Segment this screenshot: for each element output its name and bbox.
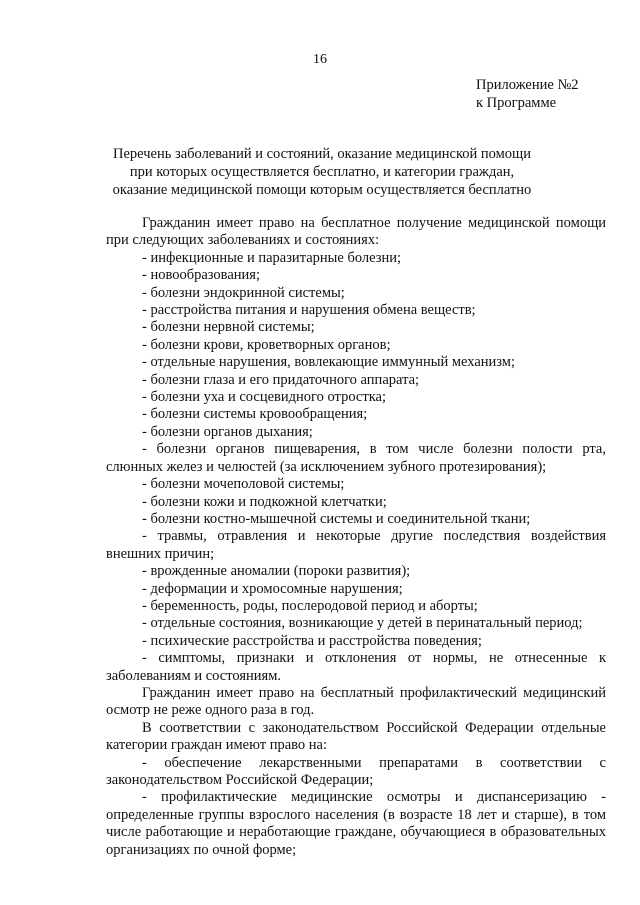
list-item: - болезни крови, кроветворных органов; xyxy=(142,336,391,353)
list-item: - болезни кожи и подкожной клетчатки; xyxy=(142,493,387,510)
list-item: - беременность, роды, послеродовой период и аборты; xyxy=(142,597,478,614)
conditions-list xyxy=(106,250,606,685)
list-item: - профилактические медицинские осмотры и диспансеризацию - определенные группы взрослого населения (в возрасте 18 лет и старше), в том числе работающие и неработающие граждане, обучающиеся в образовательных организациях по очной форме; xyxy=(106,789,606,858)
appendix-label xyxy=(476,76,579,112)
list-item: - психические расстройства и расстройства поведения; xyxy=(142,632,482,649)
appendix-line-2: к Программе xyxy=(476,95,557,111)
document-title: Перечень заболеваний и состояний, оказание медицинской помощи при которых осуществляется бесплатно, и категории граждан, оказание медицинской помощи которым осуществляется бесплатно xyxy=(112,146,532,198)
page-number: 16 xyxy=(313,52,327,67)
list-item: - расстройства питания и нарушения обмена веществ; xyxy=(142,302,476,319)
list-item: - болезни глаза и его придаточного аппарата; xyxy=(142,371,420,388)
list-item: - травмы, отравления и некоторые другие последствия воздействия внешних причин; xyxy=(106,528,606,562)
list-item: - болезни органов пищеварения, в том числе болезни полости рта, слюнных желез и челюстей (за исключением зубного протезирования); xyxy=(106,441,606,475)
list-item: - отдельные состояния, возникающие у детей в перинатальный период; xyxy=(142,615,583,632)
categories-intro-paragraph: В соответствии с законодательством Российской Федерации отдельные категории граждан имеют право на: xyxy=(106,719,606,754)
appendix-line-1: Приложение №2 xyxy=(476,77,579,93)
categories-list xyxy=(106,755,606,859)
list-item: - инфекционные и паразитарные болезни; xyxy=(142,249,402,266)
checkup-paragraph: Гражданин имеет право на бесплатный профилактический медицинский осмотр не реже одного раза в год. xyxy=(106,684,606,719)
list-item: - болезни органов дыхания; xyxy=(142,423,313,440)
intro-paragraph: Гражданин имеет право на бесплатное получение медицинской помощи при следующих заболеваниях и состояниях: xyxy=(106,215,606,249)
list-item: - новообразования; xyxy=(142,267,260,284)
document-body xyxy=(106,215,606,859)
list-item: - деформации и хромосомные нарушения; xyxy=(142,580,403,597)
list-item: - болезни системы кровообращения; xyxy=(142,406,368,423)
list-item: - болезни эндокринной системы; xyxy=(142,284,345,301)
list-item: - отдельные нарушения, вовлекающие иммунный механизм; xyxy=(142,354,515,371)
list-item: - симптомы, признаки и отклонения от нормы, не отнесенные к заболеваниям и состояниям. xyxy=(106,650,606,684)
list-item: - болезни нервной системы; xyxy=(142,319,315,336)
list-item: - болезни уха и сосцевидного отростка; xyxy=(142,389,386,406)
list-item: - обеспечение лекарственными препаратами в соответствии с законодательством Российской Федерации; xyxy=(106,754,606,788)
list-item: - болезни костно-мышечной системы и соединительной ткани; xyxy=(142,510,531,527)
list-item: - болезни мочеполовой системы; xyxy=(142,476,345,493)
list-item: - врожденные аномалии (пороки развития); xyxy=(142,563,411,580)
